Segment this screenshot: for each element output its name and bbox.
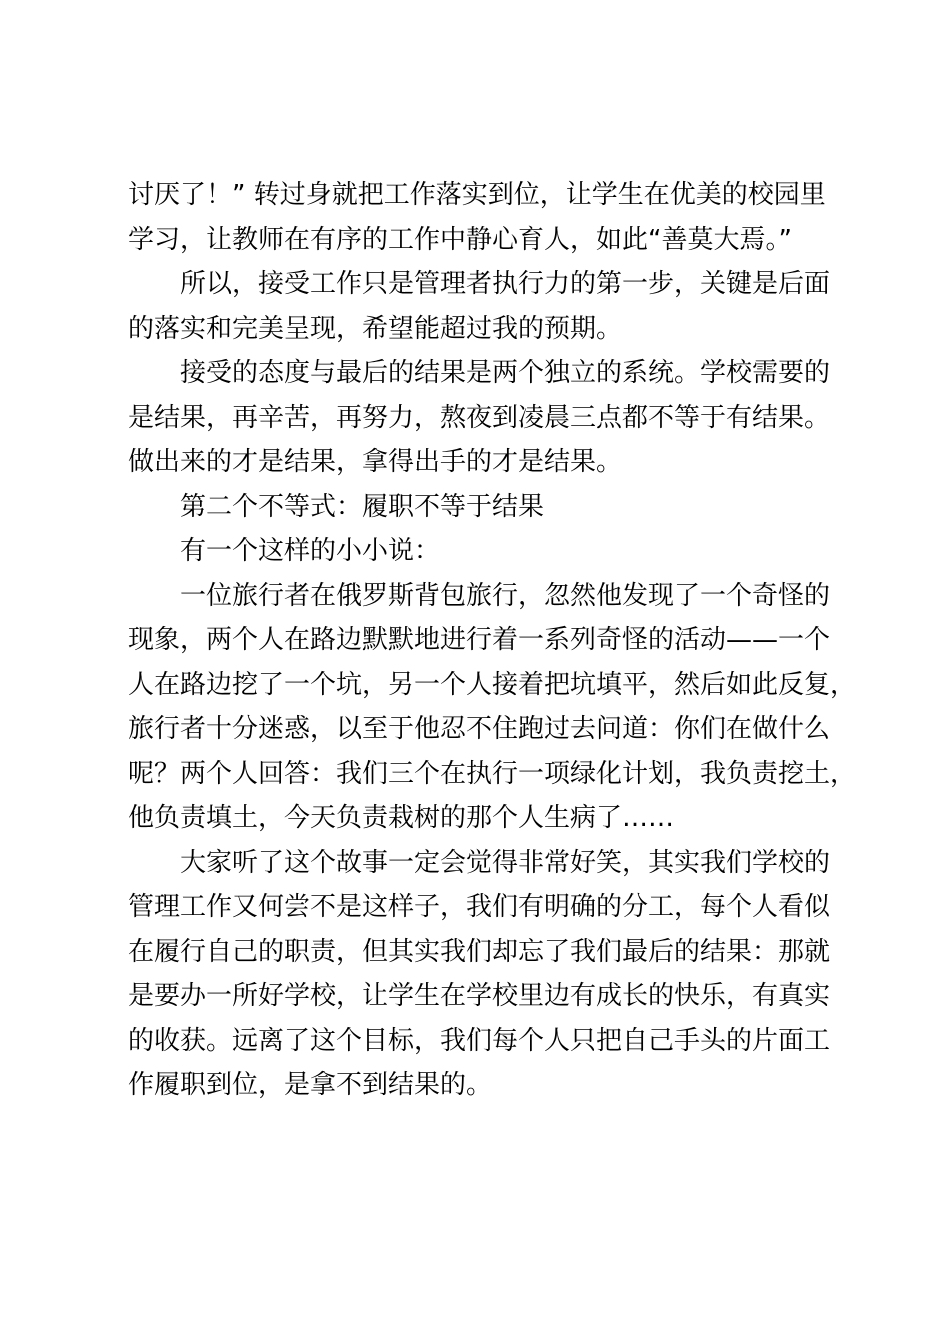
text-line: 作履职到位，是拿不到结果的。 bbox=[128, 1070, 493, 1100]
text-line: 是结果，再辛苦，再努力，熬夜到凌晨三点都不等于有结果。 bbox=[128, 402, 831, 433]
text-line: 做出来的才是结果，拿得出手的才是结果。 bbox=[128, 447, 623, 477]
text-line: 的收获。远离了这个目标，我们每个人只把自己手头的片面工 bbox=[128, 1025, 831, 1056]
paragraph bbox=[128, 262, 833, 351]
paragraph bbox=[128, 841, 833, 1108]
text-line: 旅行者十分迷惑，以至于他忍不住跑过去问道：你们在做什么 bbox=[128, 714, 831, 744]
text-line: 大家听了这个故事一定会觉得非常好笑，其实我们学校的 bbox=[180, 847, 831, 878]
section-heading bbox=[128, 485, 833, 530]
text-line: 第二个不等式：履职不等于结果 bbox=[180, 491, 545, 522]
text-line: 现象，两个人在路边默默地进行着一系列奇怪的活动——一个 bbox=[128, 625, 831, 655]
text-line: 有一个这样的小小说： bbox=[180, 536, 441, 566]
paragraph bbox=[128, 351, 833, 485]
text-line: 呢？两个人回答：我们三个在执行一项绿化计划，我负责挖土， bbox=[128, 758, 857, 789]
text-line: 讨厌了！” 转过身就把工作落实到位，让学生在优美的校园里 bbox=[128, 180, 826, 210]
text-line: 是要办一所好学校，让学生在学校里边有成长的快乐，有真实 bbox=[128, 981, 831, 1011]
text-line: 接受的态度与最后的结果是两个独立的系统。学校需要的 bbox=[180, 358, 831, 388]
text-line: 所以，接受工作只是管理者执行力的第一步，关键是后面 bbox=[180, 269, 831, 299]
text-line: 在履行自己的职责，但其实我们却忘了我们最后的结果：那就 bbox=[128, 936, 831, 967]
text-line: 一位旅行者在俄罗斯背包旅行，忽然他发现了一个奇怪的 bbox=[180, 580, 831, 611]
text-line: 人在路边挖了一个坑，另一个人接着把坑填平，然后如此反复， bbox=[128, 669, 857, 700]
text-line: 管理工作又何尝不是这样子，我们有明确的分工，每个人看似 bbox=[128, 892, 831, 922]
document-body bbox=[128, 173, 857, 1108]
paragraph-story bbox=[128, 574, 857, 841]
text-line: 的落实和完美呈现，希望能超过我的预期。 bbox=[128, 313, 623, 344]
text-line: 学习，让教师在有序的工作中静心育人，如此“善莫大焉。” bbox=[128, 224, 792, 255]
paragraph-continuation bbox=[128, 173, 833, 262]
text-line: 他负责填土，今天负责栽树的那个人生病了…… bbox=[128, 803, 675, 833]
paragraph bbox=[128, 529, 833, 574]
